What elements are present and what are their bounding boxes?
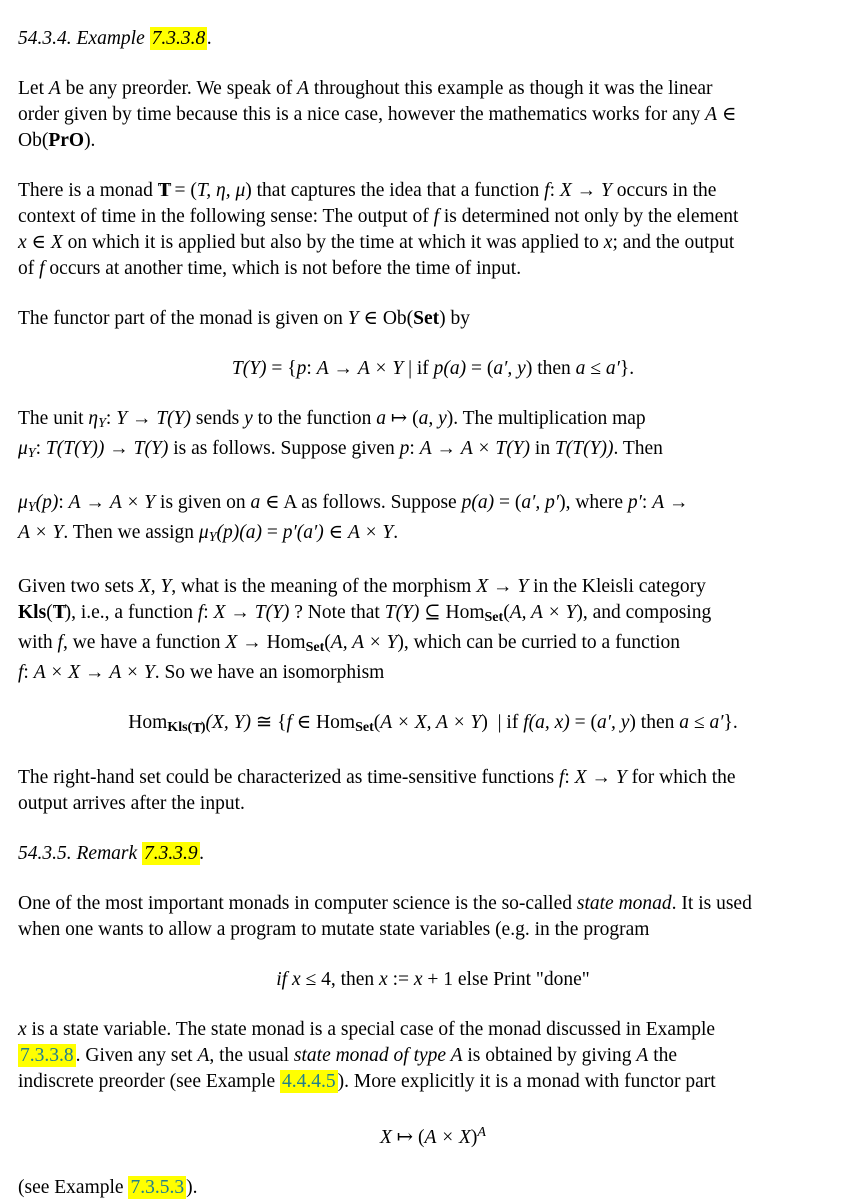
paragraph-line [18, 1175, 848, 1201]
text-segment: occurs in the [611, 180, 717, 201]
text-segment: ), which can be curried to a function [397, 632, 681, 654]
text-segment: a′ [709, 712, 724, 734]
text-segment: X [574, 766, 587, 788]
text-segment: X, Y [138, 576, 172, 598]
text-segment: : [58, 492, 69, 514]
text-segment: . Then [613, 438, 663, 460]
heading-line [18, 26, 848, 52]
text-segment: Y [347, 308, 359, 329]
text-segment: state monad [576, 892, 672, 914]
text-segment: state monad of type A [293, 1044, 463, 1066]
ref-7-3-3-8: 7.3.3.8 [151, 28, 206, 49]
text-segment: order given by time because this is a nice case, however the mathematics works for any [18, 104, 706, 125]
text-segment: ) | if [481, 712, 524, 734]
paragraph-line [18, 1069, 848, 1095]
text-segment: x [18, 1018, 27, 1040]
text-segment: when one wants to allow a program to mutate state variables (e.g. in the program [18, 918, 650, 940]
text-segment: a′, y [493, 358, 526, 379]
paragraph-line [18, 436, 848, 466]
text-segment: ) [470, 1126, 478, 1148]
blackboard-T: T T [53, 600, 65, 626]
text-segment: T, η, μ [196, 180, 246, 201]
text-segment: T(Y) [231, 358, 267, 379]
text-segment: Y [98, 415, 106, 432]
text-segment: x [379, 968, 388, 990]
text-segment: Set [305, 639, 325, 656]
text-segment: := [387, 968, 414, 990]
paragraph-line [18, 791, 848, 817]
text-segment: (p) [35, 492, 59, 514]
text-segment: PrO [48, 130, 85, 151]
text-segment: ) by [439, 308, 471, 329]
text-segment: → [127, 408, 157, 429]
text-segment: ). The multiplication map [446, 408, 646, 429]
text-segment: is as follows. Suppose given [168, 438, 400, 460]
text-segment: X [380, 1126, 392, 1148]
blackboard-T: T T [158, 178, 170, 204]
text-segment: ), and composing [576, 602, 712, 624]
text-segment: , what is the meaning of the morphism [171, 576, 477, 598]
paragraph-line [18, 1017, 848, 1043]
text-segment: Set [484, 609, 504, 626]
text-segment: A [316, 358, 329, 379]
text-segment: p′(a′) [282, 522, 324, 544]
text-segment: , the usual [209, 1044, 294, 1066]
text-segment: A × Y [18, 522, 64, 544]
text-segment: ). [84, 130, 96, 151]
paragraph-line [18, 406, 848, 436]
paragraph-monad-time [18, 178, 848, 282]
text-segment: ) [200, 719, 206, 736]
text-segment: f [18, 662, 24, 684]
text-segment: p(a) [461, 492, 495, 514]
text-segment: is given on [155, 492, 251, 514]
text-segment: A × Y [109, 492, 156, 514]
text-segment: ∈ [323, 522, 348, 544]
text-segment: x [603, 232, 613, 253]
text-segment: → [225, 602, 255, 624]
text-segment: in the Kleisli category [528, 576, 706, 598]
ref-link-7-3-5-3[interactable]: 7.3.5.3 [130, 1176, 185, 1198]
text-segment: ( [373, 712, 381, 734]
text-segment: f [433, 206, 439, 227]
text-segment: A × X, A × Y [380, 712, 482, 734]
section-heading-54-3-4 [18, 26, 848, 52]
text-segment: ) then [629, 712, 680, 734]
text-segment: T(T(Y)) [554, 438, 614, 460]
text-segment: is a state variable. The state monad is a special case of the monad discussed in Example [26, 1018, 716, 1040]
text-segment: : [306, 358, 317, 379]
text-segment: = ( [169, 180, 197, 201]
text-segment: A × Y [109, 662, 155, 684]
text-segment: ≅ { [251, 712, 287, 734]
paragraph-line [18, 230, 848, 256]
text-segment: (X, Y) [205, 712, 251, 734]
paragraph-unit-multiplication [18, 406, 848, 466]
paragraph-line [18, 256, 848, 282]
text-segment: A [419, 438, 432, 460]
text-segment: One of the most important monads in computer science is the so-called [18, 892, 577, 914]
text-segment: : [409, 438, 420, 460]
equation-hom-isomorphism [18, 710, 848, 740]
text-segment: f [544, 180, 550, 201]
text-segment: ≤ [585, 358, 606, 379]
text-segment: A × Y [357, 358, 404, 379]
text-segment: → [664, 492, 689, 514]
text-segment: : [35, 438, 46, 460]
text-segment: a′, y [597, 712, 630, 734]
text-segment: . So we have an isomorphism [154, 662, 385, 684]
text-segment: η [88, 408, 99, 429]
text-segment: throughout this example as though it was the linear [309, 78, 713, 99]
text-segment: . [207, 28, 213, 49]
text-segment: f(a, x) [523, 712, 570, 734]
blackboard-T: T T [192, 715, 201, 741]
paragraph-line [18, 76, 848, 102]
text-segment: output arrives after the input. [18, 792, 245, 814]
text-segment: A × X [424, 1126, 471, 1148]
text-segment: ). [186, 1176, 198, 1198]
text-segment: a, y [418, 408, 447, 429]
text-segment: is determined not only by the element [439, 206, 739, 227]
text-segment: | if [403, 358, 434, 379]
paragraph-line [18, 520, 848, 550]
text-segment: Y [615, 766, 627, 788]
text-segment: Kls [18, 602, 47, 624]
text-segment: → Hom [237, 632, 306, 654]
text-segment: (p)(a) [216, 522, 262, 544]
text-segment: A [705, 104, 718, 125]
text-segment: }. [619, 358, 635, 379]
text-segment: A [297, 78, 310, 99]
text-segment: ∈ [26, 232, 51, 253]
text-segment: ( [324, 632, 331, 654]
text-segment: is obtained by giving [462, 1044, 637, 1066]
text-segment: : [564, 766, 575, 788]
paragraph-line [18, 765, 848, 791]
text-segment: + 1 else Print "done" [422, 968, 590, 990]
paragraph-line [18, 660, 848, 686]
text-segment: : [203, 602, 214, 624]
text-segment: be any preorder. We speak of [60, 78, 298, 99]
ref-link-4-4-4-5[interactable]: 4.4.4.5 [282, 1070, 336, 1092]
text-segment: There is a monad [18, 180, 158, 201]
equation-program-example [18, 967, 848, 993]
text-segment: x [413, 968, 423, 990]
paragraph-line [18, 630, 848, 660]
paragraph-line [18, 574, 848, 600]
paragraph-functor-part [18, 306, 848, 332]
text-segment: a′, p′ [521, 492, 560, 514]
text-segment: A [636, 1044, 649, 1066]
text-segment: . It is used [671, 892, 752, 914]
equation-line [18, 967, 848, 993]
text-segment: ; and the output [612, 232, 735, 253]
equation-line [18, 356, 848, 382]
text-segment: : [105, 408, 117, 429]
paragraph-line [18, 891, 848, 917]
text-segment: A [48, 78, 61, 99]
text-segment: p(a) [433, 358, 467, 379]
text-segment: Let [18, 78, 49, 99]
text-segment: : [549, 180, 560, 201]
heading-line [18, 841, 848, 867]
text-segment: Ob( [18, 130, 49, 151]
text-segment: context of time in the following sense: The output of [18, 206, 434, 227]
text-segment: Hom [128, 712, 168, 734]
text-segment: f [197, 602, 204, 624]
text-segment: f [286, 712, 292, 734]
text-segment: ≤ [689, 712, 710, 734]
text-segment: ∈ Ob( [358, 308, 414, 329]
text-segment: . [199, 842, 205, 864]
text-segment: a′ [605, 358, 620, 379]
text-segment: ⊆ Hom [419, 602, 485, 624]
text-segment: ? Note that [289, 602, 385, 624]
text-segment: → [80, 492, 110, 514]
equation-state-functor [18, 1119, 848, 1151]
paragraph-line [18, 102, 848, 128]
text-segment: 54.3.4. Example [18, 28, 150, 49]
text-segment: ∈ A as follows. Suppose [260, 492, 462, 514]
text-segment: A, A × Y [330, 632, 398, 654]
paragraph-mu-assignment [18, 490, 848, 550]
text-segment: A, A × Y [509, 602, 577, 624]
text-segment: ) that captures the idea that a function [245, 180, 545, 201]
paragraph-see-example [18, 1175, 848, 1201]
paragraph-line [18, 600, 848, 630]
text-segment: Y [116, 408, 128, 429]
text-segment: on which it is applied but also by the time at which it was applied to [62, 232, 604, 253]
text-segment: X [476, 576, 489, 598]
text-segment: . [393, 522, 399, 544]
text-segment: ), i.e., a function [64, 602, 198, 624]
text-segment: Y [517, 576, 529, 598]
paragraph-line [18, 306, 848, 332]
text-segment: the [648, 1044, 678, 1066]
text-segment: → [328, 358, 358, 379]
text-segment: : [23, 662, 34, 684]
text-segment: → [431, 438, 461, 460]
ref-7-3-3-9: 7.3.3.9 [144, 842, 198, 864]
text-segment: A × Y [347, 522, 394, 544]
text-segment: A × T(Y) [460, 438, 531, 460]
paragraph-line [18, 178, 848, 204]
text-segment: ). More explicitly it is a monad with functor part [337, 1070, 716, 1092]
text-segment: (see Example [18, 1176, 129, 1198]
text-segment: a [250, 492, 261, 514]
text-segment: sends [191, 408, 245, 429]
text-segment: T(Y) [254, 602, 290, 624]
text-segment: to the function [252, 408, 377, 429]
text-segment: . Then we assign [63, 522, 199, 544]
text-segment: A × X [33, 662, 81, 684]
text-segment: The functor part of the monad is given on [18, 308, 348, 329]
text-segment: x [18, 232, 27, 253]
text-segment: T(Y) [156, 408, 191, 429]
text-segment: A [477, 1123, 486, 1140]
text-segment: Set [413, 308, 440, 329]
text-segment: A [652, 492, 665, 514]
text-segment: → [104, 438, 134, 460]
text-segment: ↦ ( [385, 408, 419, 429]
text-segment: f [57, 632, 63, 654]
text-segment: = [262, 522, 283, 544]
text-segment: f [39, 258, 45, 279]
text-segment: = ( [466, 358, 494, 379]
text-segment: p [399, 438, 410, 460]
text-segment: with [18, 632, 58, 654]
paragraph-state-monad-intro [18, 891, 848, 943]
text-segment: μ [18, 438, 28, 460]
text-segment: X [225, 632, 238, 654]
text-segment: Y [27, 499, 36, 516]
text-segment: ∈ [717, 104, 737, 125]
text-segment: ), where [559, 492, 628, 514]
text-segment: Given two sets [18, 576, 139, 598]
text-segment: indiscrete preorder (see Example [18, 1070, 281, 1092]
text-segment: = { [266, 358, 297, 379]
text-segment: . Given any set [75, 1044, 198, 1066]
paragraph-line [18, 204, 848, 230]
text-segment: Y [601, 180, 612, 201]
paragraph-state-variable [18, 1017, 848, 1095]
text-segment: p [296, 358, 307, 379]
text-segment: ↦ ( [391, 1126, 425, 1148]
text-segment: y [244, 408, 253, 429]
paragraph-line [18, 128, 848, 154]
text-segment: a [376, 408, 386, 429]
text-segment: → [571, 180, 602, 201]
text-segment: → [586, 766, 616, 788]
text-segment: Y [27, 445, 36, 462]
text-segment: μ [18, 492, 28, 514]
equation-line [18, 710, 848, 740]
section-heading-54-3-5 [18, 841, 848, 867]
text-segment: → [488, 576, 518, 598]
text-segment: A [68, 492, 81, 514]
text-segment: a [575, 358, 586, 379]
text-segment: ≤ 4, then [300, 968, 380, 990]
text-segment: Kls( [167, 719, 193, 736]
text-segment: The right-hand set could be characterized as time-sensitive functions [18, 766, 559, 788]
equation-line [18, 1119, 848, 1151]
text-segment: = ( [569, 712, 597, 734]
text-segment: X [213, 602, 226, 624]
text-segment: A [197, 1044, 210, 1066]
text-segment: : [641, 492, 653, 514]
text-segment: T(T(Y)) [45, 438, 105, 460]
text-segment: The unit [18, 408, 89, 429]
text-segment: if x [276, 968, 301, 990]
text-segment: }. [723, 712, 738, 734]
text-segment: ) then [525, 358, 576, 379]
text-segment: μ [198, 522, 209, 544]
text-segment: p′ [627, 492, 642, 514]
text-segment: a [679, 712, 689, 734]
paragraph-kleisli [18, 574, 848, 686]
text-segment: T(Y) [384, 602, 420, 624]
text-segment: of [18, 258, 40, 279]
text-segment: Y [208, 529, 217, 546]
text-segment: → [80, 662, 110, 684]
text-segment: for which the [626, 766, 736, 788]
paragraph-preorder-intro [18, 76, 848, 154]
paragraph-line [18, 917, 848, 943]
text-segment: Set [355, 719, 374, 736]
equation-functor-definition [18, 356, 848, 382]
text-segment: = ( [494, 492, 522, 514]
text-segment: X [559, 180, 572, 201]
text-segment: f [558, 766, 565, 788]
text-segment: ( [503, 602, 510, 624]
paragraph-line [18, 490, 848, 520]
text-segment: , we have a function [62, 632, 226, 654]
text-segment: in [530, 438, 555, 460]
text-segment: occurs at another time, which is not before the time of input. [44, 258, 522, 279]
text-segment: ∈ Hom [291, 712, 356, 734]
text-segment: ( [46, 602, 53, 624]
text-segment: 54.3.5. Remark [18, 842, 143, 864]
text-segment: T(Y) [133, 438, 169, 460]
paragraph-line [18, 1043, 848, 1069]
text-segment: X [50, 232, 63, 253]
paragraph-right-hand-set [18, 765, 848, 817]
ref-link-7-3-3-8[interactable]: 7.3.3.8 [20, 1044, 74, 1066]
